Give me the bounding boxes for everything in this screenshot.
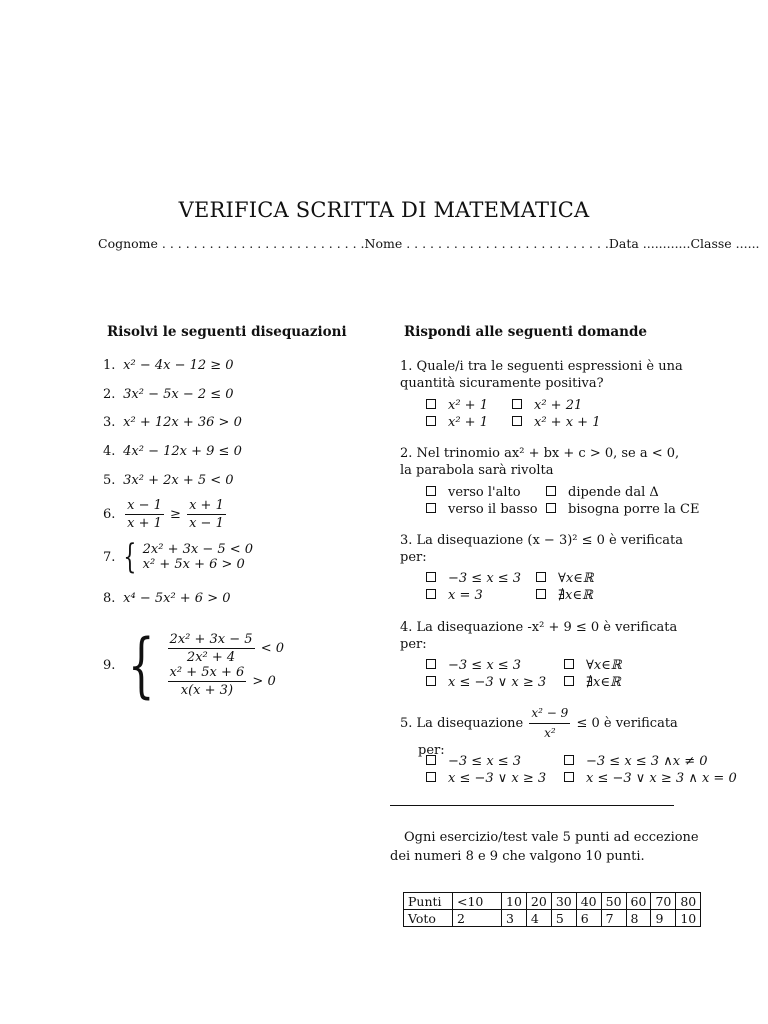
- grading-cell: Voto: [404, 910, 453, 927]
- checkbox[interactable]: [564, 659, 574, 669]
- checkbox[interactable]: [512, 416, 522, 426]
- inequality-6: 6. $\frac{x - 1}{x + 1}$ ≥ $\frac{x + 1}{x - 1}$: [103, 498, 224, 531]
- checkbox[interactable]: [426, 755, 436, 765]
- grading-cell: 8: [626, 910, 651, 927]
- question-3: 3. La disequazione (x − 3)² ≤ 0 è verificata per:: [400, 533, 683, 565]
- grading-cell: 5: [551, 910, 576, 927]
- checkbox[interactable]: [426, 659, 436, 669]
- right-column-heading: Rispondi alle seguenti domande: [404, 324, 647, 340]
- inequality-4: 4. 4x² − 12x + 9 ≤ 0: [103, 444, 242, 459]
- grading-table: [403, 892, 701, 927]
- grading-cell: 4: [526, 910, 551, 927]
- checkbox[interactable]: [426, 503, 436, 513]
- question-2-options-row-1: verso l'alto dipende dal Δ: [426, 485, 659, 502]
- question-5: 5. La disequazione $\frac{\text{x² − 9}}{\text{x²}}$ ≤ 0 è verificata per:: [400, 706, 678, 758]
- grading-cell: Punti: [404, 893, 453, 910]
- checkbox[interactable]: [536, 589, 546, 599]
- grading-cell: 70: [651, 893, 676, 910]
- question-5-options-row-1: −3 ≤ x ≤ 3 −3 ≤ x ≤ 3 ∧x ≠ 0: [426, 754, 708, 771]
- checkbox[interactable]: [564, 772, 574, 782]
- grading-cell: 10: [502, 893, 527, 910]
- question-4: 4. La disequazione -x² + 9 ≤ 0 è verificata per:: [400, 620, 678, 652]
- question-1: 1. Quale/i tra le seguenti espressioni è una quantità sicuramente positiva?: [400, 359, 683, 391]
- inequality-8: 8. x⁴ − 5x² + 6 > 0: [103, 591, 231, 606]
- grading-cell: 6: [576, 910, 601, 927]
- inequality-1: 1. x² − 4x − 12 ≥ 0: [103, 358, 234, 373]
- grading-row-grade: [404, 910, 701, 927]
- checkbox[interactable]: [426, 572, 436, 582]
- scoring-note: Ogni esercizio/test vale 5 punti ad eccezione dei numeri 8 e 9 che valgono 10 punti.: [390, 830, 699, 864]
- question-2-options-row-2: verso il basso bisogna porre la CE: [426, 502, 699, 519]
- grading-cell: 40: [576, 893, 601, 910]
- system-9: 9. { $\frac{\text{2x² + 3x − 5}}{\text{2x² + 4}}$ < 0 $\frac{\text{x² + 5x + 6}}{x(x + 3)}$ > 0: [103, 624, 284, 706]
- checkbox[interactable]: [426, 589, 436, 599]
- grading-cell: 7: [601, 910, 626, 927]
- inequality-3: 3. x² + 12x + 36 > 0: [103, 415, 242, 430]
- grading-cell: 30: [551, 893, 576, 910]
- checkbox[interactable]: [564, 676, 574, 686]
- grading-row-points: [404, 893, 701, 910]
- left-column-heading: Risolvi le seguenti disequazioni: [107, 324, 347, 340]
- question-3-options-row-2: x = 3 ∄x∈ℝ: [426, 588, 593, 605]
- checkbox[interactable]: [536, 572, 546, 582]
- checkbox[interactable]: [426, 676, 436, 686]
- grading-cell: 50: [601, 893, 626, 910]
- question-5-options-row-2: x ≤ −3 ∨ x ≥ 3 x ≤ −3 ∨ x ≥ 3 ∧ x = 0: [426, 771, 737, 788]
- page-title: VERIFICA SCRITTA DI MATEMATICA: [178, 198, 590, 222]
- grading-cell: 9: [651, 910, 676, 927]
- checkbox[interactable]: [564, 755, 574, 765]
- grading-cell: 60: [626, 893, 651, 910]
- question-4-options-row-1: −3 ≤ x ≤ 3 ∀x∈ℝ: [426, 658, 622, 675]
- checkbox[interactable]: [426, 399, 436, 409]
- question-1-options-row-2: x² + 1 x² + x + 1: [426, 415, 600, 432]
- grading-cell: 80: [676, 893, 701, 910]
- grading-cell: <10: [453, 893, 502, 910]
- student-info-line: Cognome . . . . . . . . . . . . . . . . . . . . . . . . . .Nome . . . . . . . . . . . . . . . . . . . . . . . . . .Data ............Classe ......: [98, 236, 760, 251]
- checkbox[interactable]: [426, 772, 436, 782]
- checkbox[interactable]: [546, 486, 556, 496]
- grading-cell: 2: [453, 910, 502, 927]
- inequality-5: 5. 3x² + 2x + 5 < 0: [103, 473, 234, 488]
- question-3-options-row-1: −3 ≤ x ≤ 3 ∀x∈ℝ: [426, 571, 594, 588]
- checkbox[interactable]: [512, 399, 522, 409]
- grading-cell: 20: [526, 893, 551, 910]
- grading-cell: 3: [502, 910, 527, 927]
- grading-cell: 10: [676, 910, 701, 927]
- checkbox[interactable]: [426, 416, 436, 426]
- question-2: 2. Nel trinomio ax² + bx + c > 0, se a < 0, la parabola sarà rivolta: [400, 446, 680, 478]
- question-1-options-row-1: x² + 1 x² + 21: [426, 398, 582, 415]
- question-4-options-row-2: x ≤ −3 ∨ x ≥ 3 ∄x∈ℝ: [426, 675, 621, 692]
- inequality-2: 2. 3x² − 5x − 2 ≤ 0: [103, 387, 234, 402]
- checkbox[interactable]: [426, 486, 436, 496]
- separator-line: [390, 805, 674, 806]
- system-7: 7. { 2x² + 3x − 5 < 0 x² + 5x + 6 > 0: [103, 537, 254, 577]
- checkbox[interactable]: [546, 503, 556, 513]
